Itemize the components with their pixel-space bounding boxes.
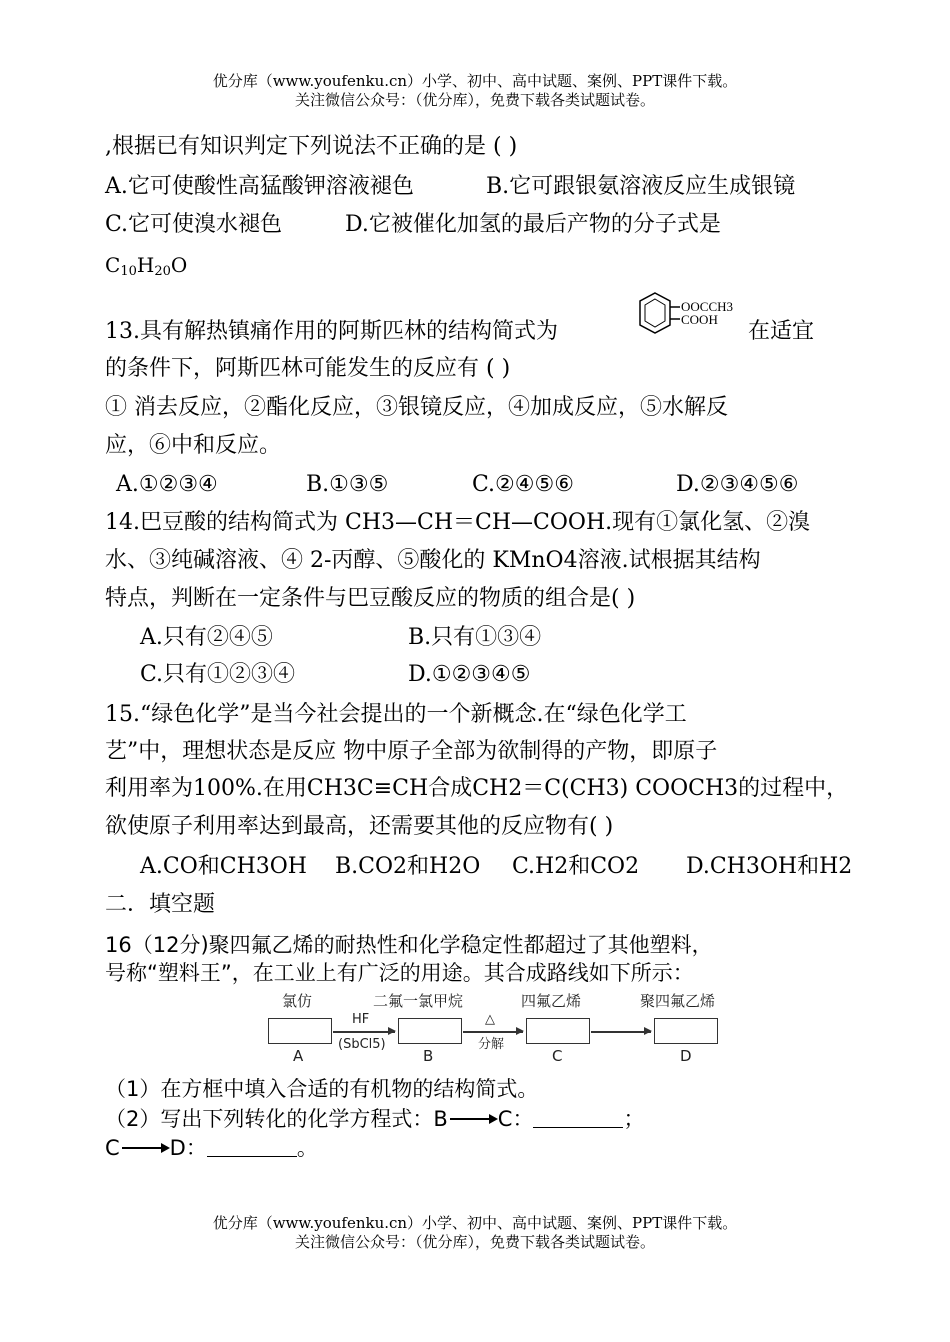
answer-blank-b-c[interactable] <box>533 1107 623 1128</box>
q16-sub2-end: ； <box>623 1107 645 1131</box>
section-heading: 二．填空题 <box>105 892 216 917</box>
q14-option-b: B.只有①③④ <box>408 625 542 650</box>
q13-option-a: A.①②③④ <box>116 472 218 497</box>
q12-option-b: B.它可跟银氨溶液反应生成银镜 <box>486 174 796 199</box>
q12-option-d-formula <box>105 250 187 280</box>
q15-line-1: 15.“绿色化学”是当今社会提出的一个新概念.在“绿色化学工 <box>105 702 687 727</box>
arrow2-top-label: △ <box>485 1012 495 1027</box>
formula-h: H <box>136 253 155 277</box>
formula-c: C <box>105 253 121 277</box>
box-d <box>654 1018 718 1044</box>
q16-sub2-mid: C： <box>497 1107 534 1131</box>
q13-option-d: D.②③④⑤⑥ <box>676 472 799 497</box>
q16-sub3-mid: D： <box>169 1136 207 1160</box>
q13-stem-post: 在适宜 <box>748 319 815 344</box>
q14-line-3: 特点，判断在一定条件与巴豆酸反应的物质的组合是( ) <box>105 586 636 611</box>
header-line-2: 关注微信公众号：（优分库），免费下载各类试题试卷。 <box>294 91 655 109</box>
q13-line-4: 应，⑥中和反应。 <box>105 433 282 458</box>
q14-option-a: A.只有②④⑤ <box>140 625 273 650</box>
box-a <box>268 1018 332 1044</box>
q15-option-d: D.CH3OH和H2 <box>686 854 853 879</box>
q16-line-1: 16（12分)聚四氟乙烯的耐热性和化学稳定性都超过了其他塑料， <box>105 933 713 957</box>
formula-h-sub: 20 <box>154 264 171 279</box>
arrow-b-c <box>463 1031 523 1033</box>
header-line-1: 优分库（www.youfenku.cn）小学、初中、高中试题、案例、PPT课件下载。 <box>212 72 738 90</box>
q16-sub3-pre: C <box>105 1136 120 1160</box>
box-c-letter: C <box>552 1047 563 1065</box>
answer-blank-c-d[interactable] <box>207 1136 297 1157</box>
box-b <box>398 1018 462 1044</box>
box-d-letter: D <box>680 1047 692 1065</box>
q13-option-b: B.①③⑤ <box>306 472 389 497</box>
box-c <box>526 1018 590 1044</box>
q13-line-2: 的条件下，阿斯匹林可能发生的反应有 ( ) <box>105 356 511 381</box>
aspirin-sub1: OOCCH3 <box>681 299 734 314</box>
q15-option-b: B.CO2和H2O <box>335 854 481 879</box>
aspirin-sub2: COOH <box>681 312 718 327</box>
arrow-icon <box>450 1118 496 1120</box>
arrow1-bottom-label: (SbCl5) <box>338 1037 386 1052</box>
arrow-icon <box>122 1147 168 1149</box>
q16-sub3-end: 。 <box>296 1136 318 1160</box>
q14-line-1: 14.巴豆酸的结构简式为 CH3—CH＝CH—COOH.现有①氯化氢、②溴 <box>105 510 811 535</box>
q15-line-2: 艺”中，理想状态是反应 物中原子全部为欲制得的产物，即原子 <box>105 739 718 764</box>
box-a-letter: A <box>293 1047 304 1065</box>
label-difluorochloromethane: 二氟一氯甲烷 <box>373 992 464 1010</box>
arrow2-bottom-label: 分解 <box>478 1037 505 1052</box>
box-b-letter: B <box>423 1047 434 1065</box>
q16-line-2: 号称“塑料王”，在工业上有广泛的用途。其合成路线如下所示： <box>105 961 694 985</box>
q14-option-c: C.只有①②③④ <box>140 662 296 687</box>
q16-sub-3 <box>105 1133 318 1163</box>
q16-sub2-pre: （2）写出下列转化的化学方程式：B <box>105 1107 448 1131</box>
formula-o: O <box>170 253 188 277</box>
q16-sub-2 <box>105 1104 644 1134</box>
benzene-inner-ring <box>645 299 665 327</box>
q12-option-d: D.它被催化加氢的最后产物的分子式是 <box>345 212 721 237</box>
q13-stem-pre: 13.具有解热镇痛作用的阿斯匹林的结构简式为 <box>105 319 558 344</box>
footer-line-2: 关注微信公众号：（优分库），免费下载各类试题试卷。 <box>294 1233 655 1251</box>
q15-line-3: 利用率为100%.在用CH3C≡CH合成CH2＝C(CH3) COOCH3的过程中， <box>105 776 849 801</box>
q12-option-a: A.它可使酸性高猛酸钾溶液褪色 <box>105 174 414 199</box>
label-chloroform: 氯仿 <box>282 992 313 1010</box>
q15-line-4: 欲使原子利用率达到最高，还需要其他的反应物有( ) <box>105 814 614 839</box>
label-tetrafluoroethylene: 四氟乙烯 <box>521 992 582 1010</box>
q13-option-c: C.②④⑤⑥ <box>472 472 574 497</box>
footer-line-1: 优分库（www.youfenku.cn）小学、初中、高中试题、案例、PPT课件下载。 <box>212 1214 738 1232</box>
q12-stem: ,根据已有知识判定下列说法不正确的是 ( ) <box>105 134 518 159</box>
formula-c-sub: 10 <box>120 264 137 279</box>
q14-line-2: 水、③纯碱溶液、④ 2-丙醇、⑤酸化的 KMnO4溶液.试根据其结构 <box>105 548 761 573</box>
arrow-c-d <box>591 1031 651 1033</box>
arrow1-top-label: HF <box>352 1012 370 1027</box>
q12-option-c: C.它可使溴水褪色 <box>105 212 283 237</box>
q16-sub-1: （1）在方框中填入合适的有机物的结构简式。 <box>105 1077 539 1101</box>
q15-option-a: A.CO和CH3OH <box>140 854 307 879</box>
q13-line-3: ① 消去反应，②酯化反应，③银镜反应，④加成反应，⑤水解反 <box>105 395 728 420</box>
arrow-a-b <box>333 1031 395 1033</box>
label-ptfe: 聚四氟乙烯 <box>640 992 716 1010</box>
q15-option-c: C.H2和CO2 <box>512 854 640 879</box>
q14-option-d: D.①②③④⑤ <box>408 662 531 687</box>
aspirin-structure <box>625 288 745 348</box>
